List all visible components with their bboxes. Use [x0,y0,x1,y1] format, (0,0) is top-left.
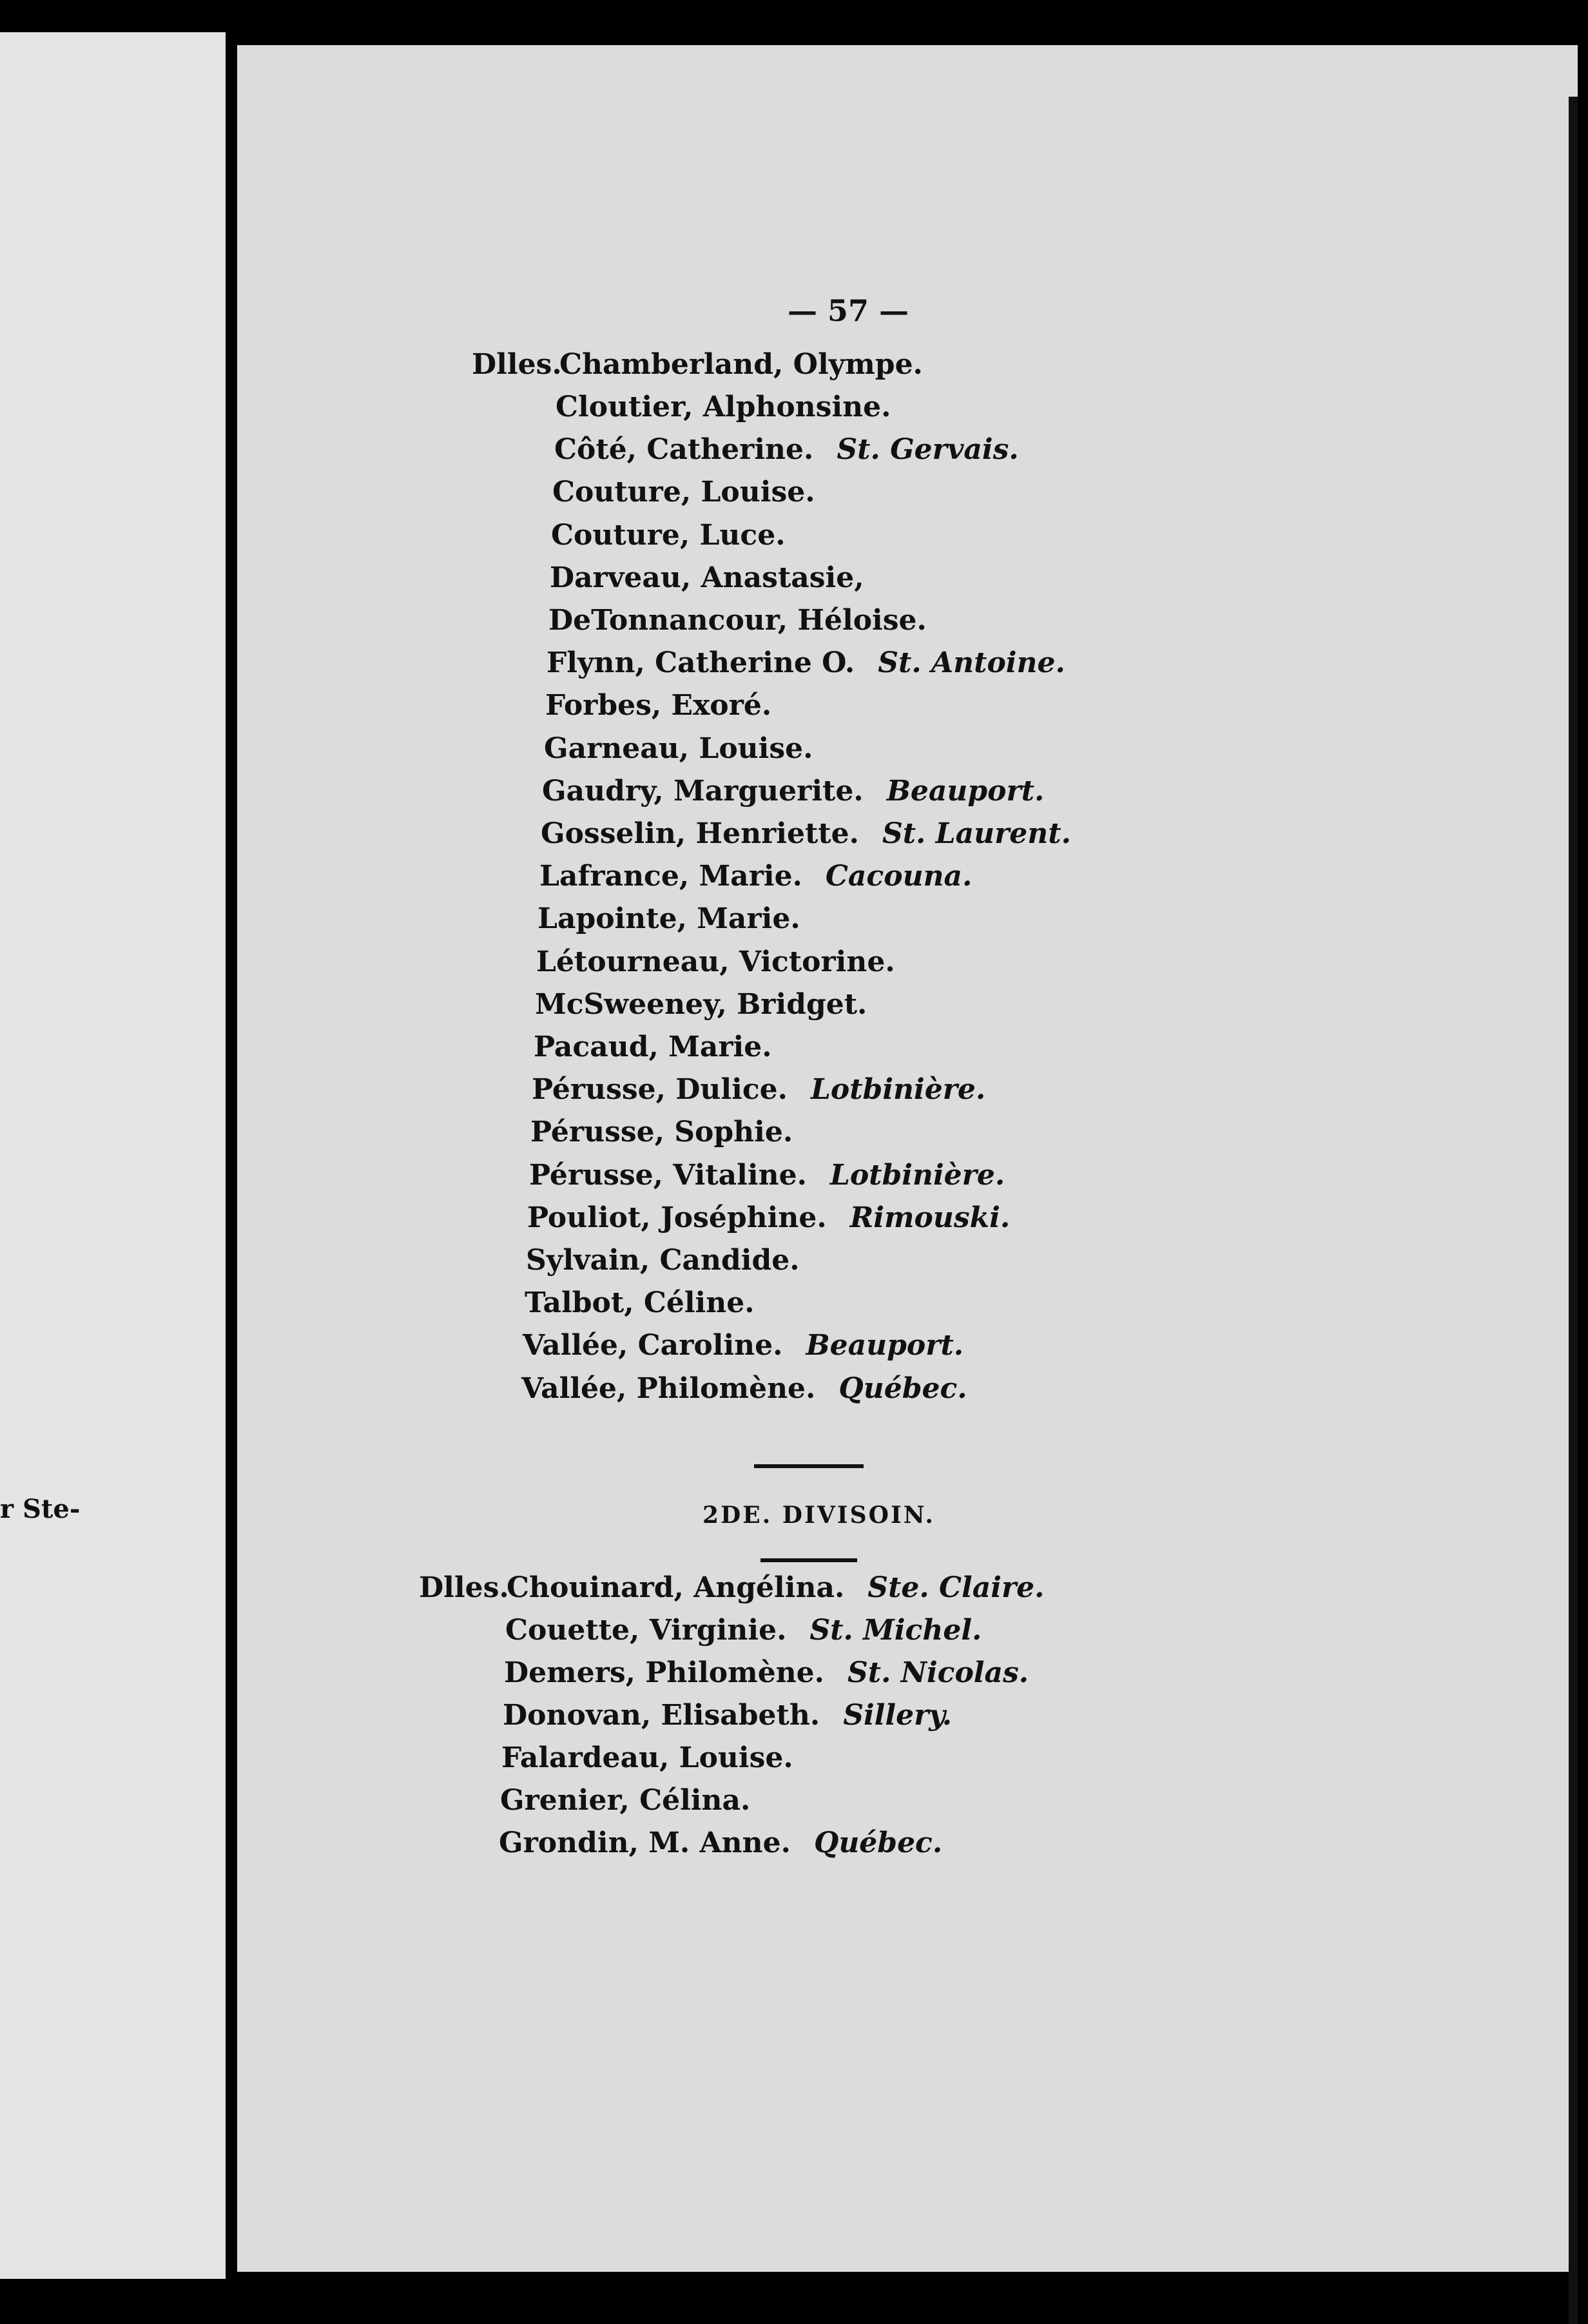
entry-place: Sillery. [843,1699,953,1732]
list-item [535,988,867,1021]
list-item [527,1201,1010,1234]
entry-place: Rimouski. [849,1201,1011,1234]
entry-name: Pouliot, Joséphine. [527,1201,827,1234]
entry-place: Cacouna. [825,860,973,893]
list-item [526,1244,800,1277]
list-item [537,902,800,935]
list-item [550,561,864,594]
entry-name: Sylvain, Candide. [526,1244,800,1277]
entry-name: Falardeau, Louise. [501,1741,793,1774]
entry-name: Gaudry, Marguerite. [542,775,864,808]
entry-name: Talbot, Céline. [525,1286,755,1319]
list-item [548,604,927,637]
list-item [534,1031,772,1063]
entry-place: Lotbinière. [829,1159,1005,1192]
left-page [0,32,226,2279]
list-item [507,1571,1044,1604]
list-item [529,1159,1005,1192]
entry-name: Lafrance, Marie. [539,860,802,893]
list-item [523,1329,963,1362]
entry-name: Forbes, Exoré. [545,689,772,722]
entry-name: Pérusse, Dulice. [532,1073,788,1106]
list-item [545,689,771,722]
list-item [505,1614,982,1647]
entry-place: St. Antoine. [878,646,1065,679]
list-item [500,1784,750,1817]
left-page-fragment: r Ste- [0,1494,81,1524]
entry-name: Donovan, Elisabeth. [503,1699,820,1732]
section-title-underline [760,1558,857,1562]
page-number: — 57 — [788,293,909,328]
entry-place: St. Michel. [809,1614,982,1647]
list-item [501,1741,793,1774]
entry-name: Létourneau, Victorine. [536,945,895,978]
entry-name: Flynn, Catherine O. [547,646,855,679]
page-edge [1569,97,1578,2324]
entry-place: Beauport. [886,775,1045,808]
list-item [552,476,815,508]
entry-name: Pérusse, Sophie. [530,1116,793,1148]
entry-place: St. Laurent. [882,817,1071,850]
section1-prefix: Dlles. [472,348,562,381]
book-gutter [226,0,237,2279]
entry-name: Côté, Catherine. [554,433,814,466]
entry-name: Couture, Louise. [552,476,815,508]
entry-place: St. Gervais. [837,433,1019,466]
entry-name: Couette, Virginie. [505,1614,787,1647]
list-item [536,945,895,978]
entry-name: Garneau, Louise. [544,732,813,765]
entry-name: Lapointe, Marie. [537,902,800,935]
list-item [532,1073,985,1106]
list-item [554,433,1019,466]
list-item [541,817,1071,850]
entry-place: Ste. Claire. [867,1571,1045,1604]
entry-name: Darveau, Anastasie, [550,561,864,594]
entry-place: Québec. [838,1372,967,1405]
entry-name: Vallée, Caroline. [523,1329,783,1362]
entry-name: Cloutier, Alphonsine. [556,391,891,423]
list-item [521,1372,967,1405]
entry-place: Lotbinière. [810,1073,986,1106]
list-item [542,775,1044,808]
entry-name: Pérusse, Vitaline. [529,1159,807,1192]
entry-name: DeTonnancour, Héloise. [548,604,927,637]
section-divider-rule [754,1464,864,1468]
entry-name: Gosselin, Henriette. [541,817,859,850]
list-item [559,348,923,381]
entry-name: Vallée, Philomène. [521,1372,816,1405]
list-item [499,1826,942,1859]
entry-place: St. Nicolas. [847,1656,1029,1689]
entry-name: Couture, Luce. [551,519,786,552]
list-item [556,391,891,423]
list-item [544,732,813,765]
list-item [551,519,786,552]
entry-name: Grondin, M. Anne. [499,1826,791,1859]
entry-name: Chouinard, Angélina. [507,1571,845,1604]
section2-prefix: Dlles. [419,1571,509,1604]
list-item [504,1656,1029,1689]
list-item [547,646,1065,679]
list-item [530,1116,793,1148]
entry-name: Pacaud, Marie. [534,1031,772,1063]
entry-name: Chamberland, Olympe. [559,348,923,381]
list-item [539,860,972,893]
entry-place: Québec. [813,1826,943,1859]
entry-place: Beauport. [806,1329,964,1362]
section2-title: 2DE. DIVISOIN. [702,1502,935,1529]
entry-name: McSweeney, Bridget. [535,988,867,1021]
entry-name: Demers, Philomène. [504,1656,824,1689]
list-item [525,1286,755,1319]
list-item [503,1699,952,1732]
entry-name: Grenier, Célina. [500,1784,751,1817]
